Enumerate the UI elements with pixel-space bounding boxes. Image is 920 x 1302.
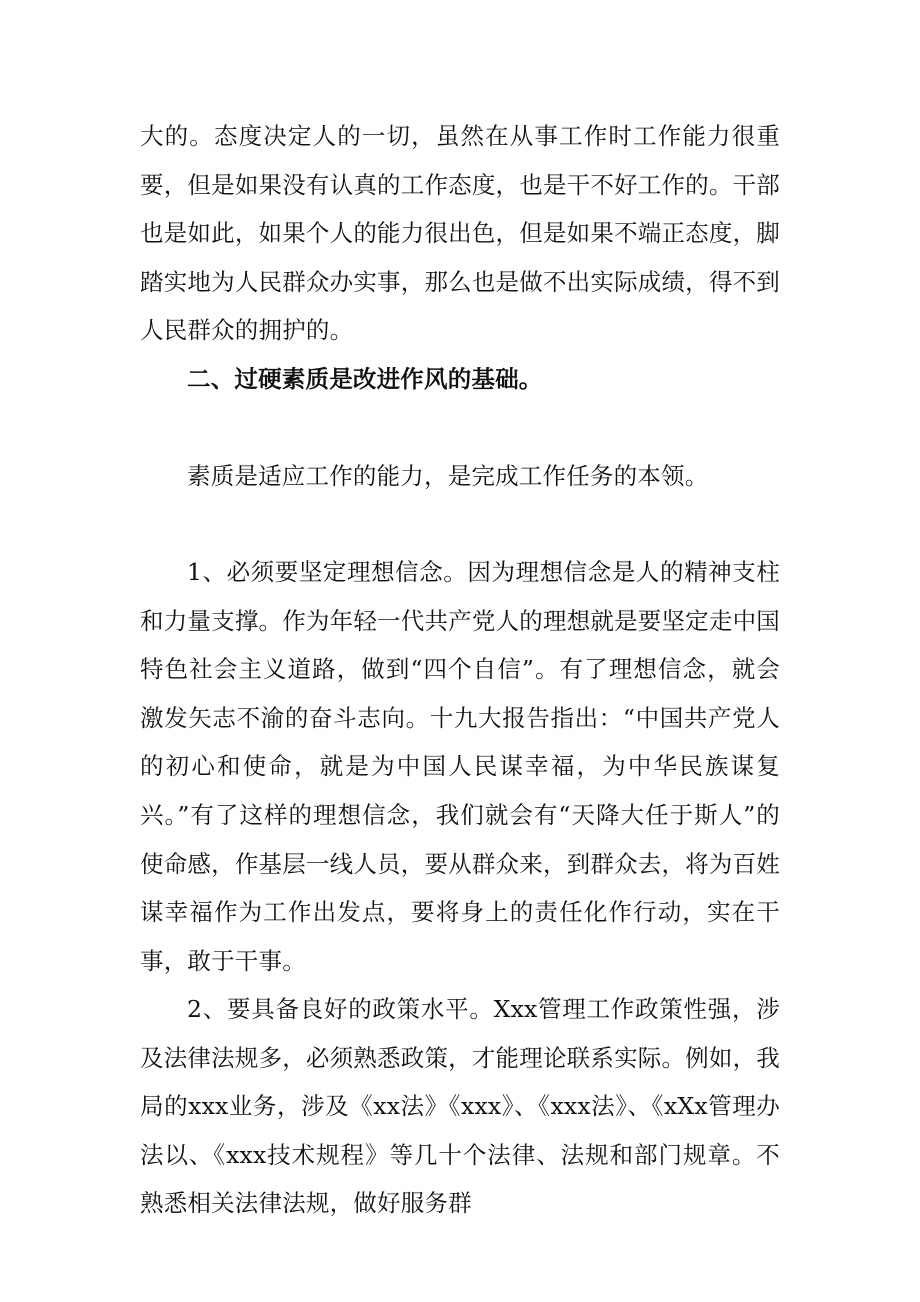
- paragraph-item-2: 2、要具备良好的政策水平。Xxx管理工作政策性强，涉及法律法规多，必须熟悉政策，才能理论联系实际。例如，我局的xxx业务，涉及《xx法》《xxx》、《xxx法》、《xXx管理办法以、《xxx技术规程》等几十个法律、法规和部门规章。不熟悉相关法律法规，做好服务群: [140, 995, 780, 1218]
- paragraph-continuation: 大的。态度决定人的一切，虽然在从事工作时工作能力很重要，但是如果没有认真的工作态度，也是干不好工作的。干部也是如此，如果个人的能力很出色，但是如果不端正态度，脚踏实地为人民群众办实事，那么也是做不出实际成绩，得不到人民群众的拥护的。: [140, 122, 780, 345]
- paragraph-intro: 素质是适应工作的能力，是完成工作任务的本领。: [187, 462, 709, 490]
- section-heading: 二、过硬素质是改进作风的基础。: [187, 365, 543, 393]
- paragraph-item-1: 1、必须要坚定理想信念。因为理想信念是人的精神支柱和力量支撑。作为年轻一代共产党人的理想就是要坚定走中国特色社会主义道路，做到“四个自信”。有了理想信念，就会激发矢志不渝的奋斗志向。十九大报告指出：“中国共产党人的初心和使命，就是为中国人民谋幸福，为中华民族谋复兴。”有了这样的理想信念，我们就会有“天降大任于斯人”的使命感，作基层一线人员，要从群众来，到群众去，将为百姓谋幸福作为工作出发点，要将身上的责任化作行动，实在干事，敢于干事。: [140, 558, 780, 975]
